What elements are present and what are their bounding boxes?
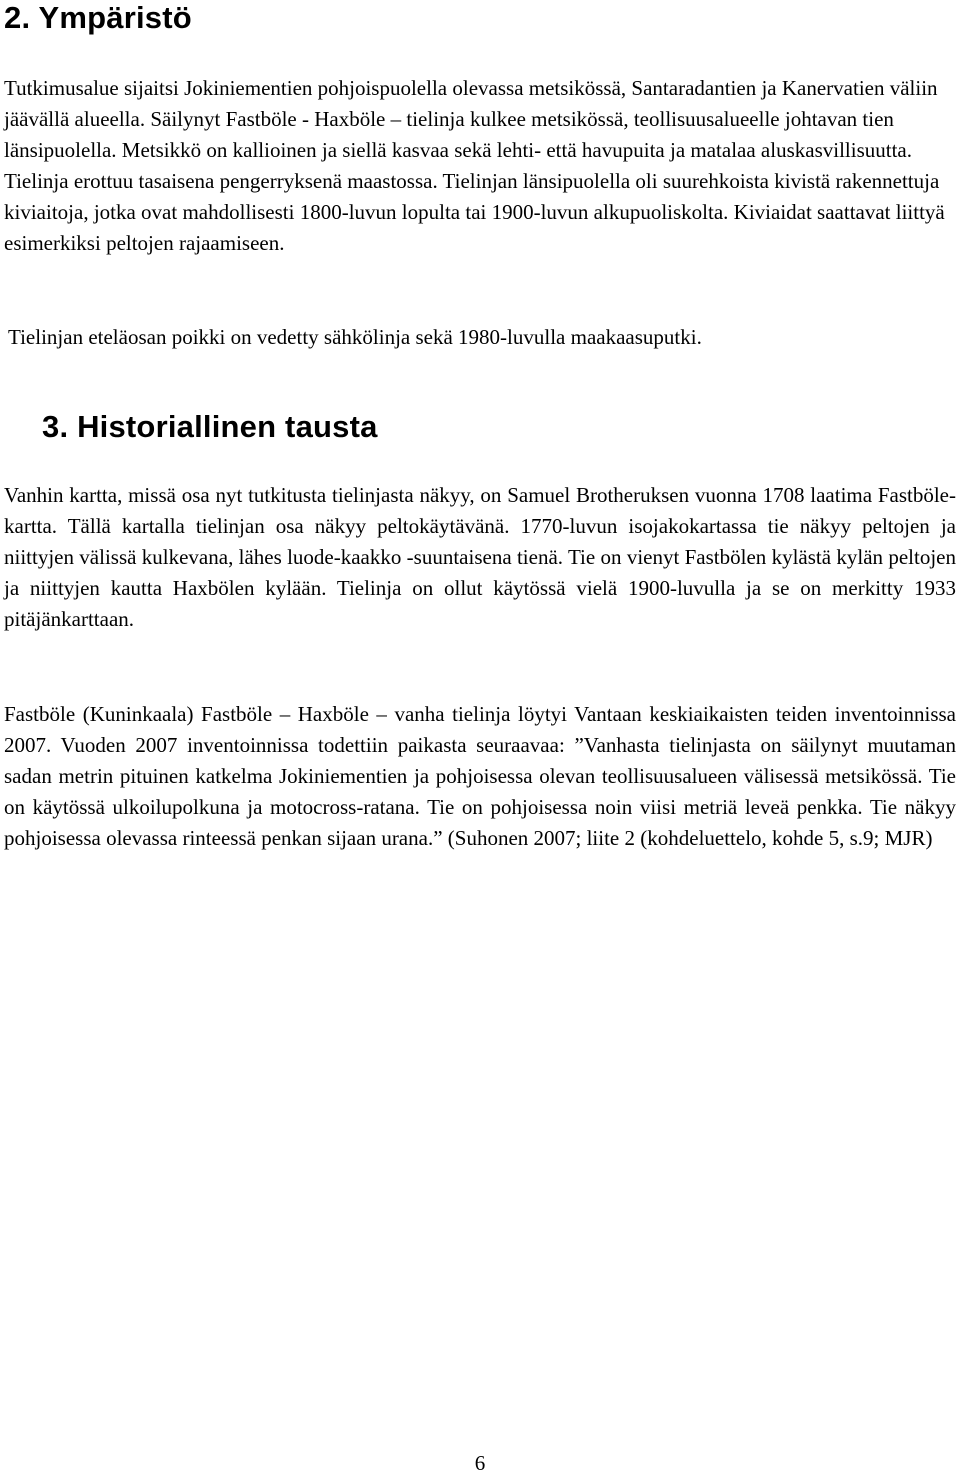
paragraph-map-history: Vanhin kartta, missä osa nyt tutkitusta tielinjasta näkyy, on Samuel Brotheruksen vuonna 1708 laatima Fastböle-kartta. Tällä kartalla tielinjan osa näkyy peltokäytävänä. 1770-luvun isojakokartassa tie näkyy peltojen ja niittyjen välissä kulkevana, lähes luode-kaakko -suuntaisena tienä. Tie on vienyt Fastbölen kylästä kylän peltojen ja niittyjen kautta Haxbölen kylään. Tielinja on ollut käytössä vielä 1900-luvulla ja se on merkitty 1933 pitäjänkarttaan. [4,483,956,631]
section-heading-historiallinen-tausta: 3. Historiallinen tausta [42,409,378,444]
page-number: 6 [474,1451,486,1475]
paragraph-inventory-2007: Fastböle (Kuninkaala) Fastböle – Haxböle – vanha tielinja löytyi Vantaan keskiaikaisten teiden inventoinnissa 2007. Vuoden 2007 inventoinnissa todettiin paikasta seuraavaa: ”Vanhasta tielinjasta on säilynyt muutaman sadan metrin pituinen katkelma Jokiniementien ja pohjoisessa olevan teollisuusalueen välisessä metsikössä. Tie on käytössä ulkoilupolkuna ja motocross-ratana. Tie on pohjoisessa noin viisi metriä leveä penkka. Tie näkyy pohjoisessa olevassa rinteessä penkan sijaan urana.” (Suhonen 2007; liite 2 (kohdeluettelo, kohde 5, s.9; MJR) [4,702,956,850]
paragraph-power-line-note: Tielinjan eteläosan poikki on vedetty sähkölinja sekä 1980-luvulla maakaasuputki. [8,325,702,349]
section-heading-ymparisto: 2. Ympäristö [4,0,192,35]
paragraph-environment-description: Tutkimusalue sijaitsi Jokiniementien pohjoispuolella olevassa metsikössä, Santaradantien ja Kanervatien väliin jäävällä alueella. Säilynyt Fastböle - Haxböle – tielinja kulkee metsikössä, teollisuusalueelle johtavan tien länsipuolella. Metsikkö on kallioinen ja siellä kasvaa sekä lehti- että havupuita ja matalaa aluskasvillisuutta. Tielinja erottuu tasaisena pengerryksenä maastossa. Tielinjan länsipuolella oli suurehkoista kivistä rakennettuja kiviaitoja, jotka ovat mahdollisesti 1800-luvun lopulta tai 1900-luvun alkupuoliskolta. Kiviaidat saattavat liittyä esimerkiksi peltojen rajaamiseen. [4,76,945,255]
